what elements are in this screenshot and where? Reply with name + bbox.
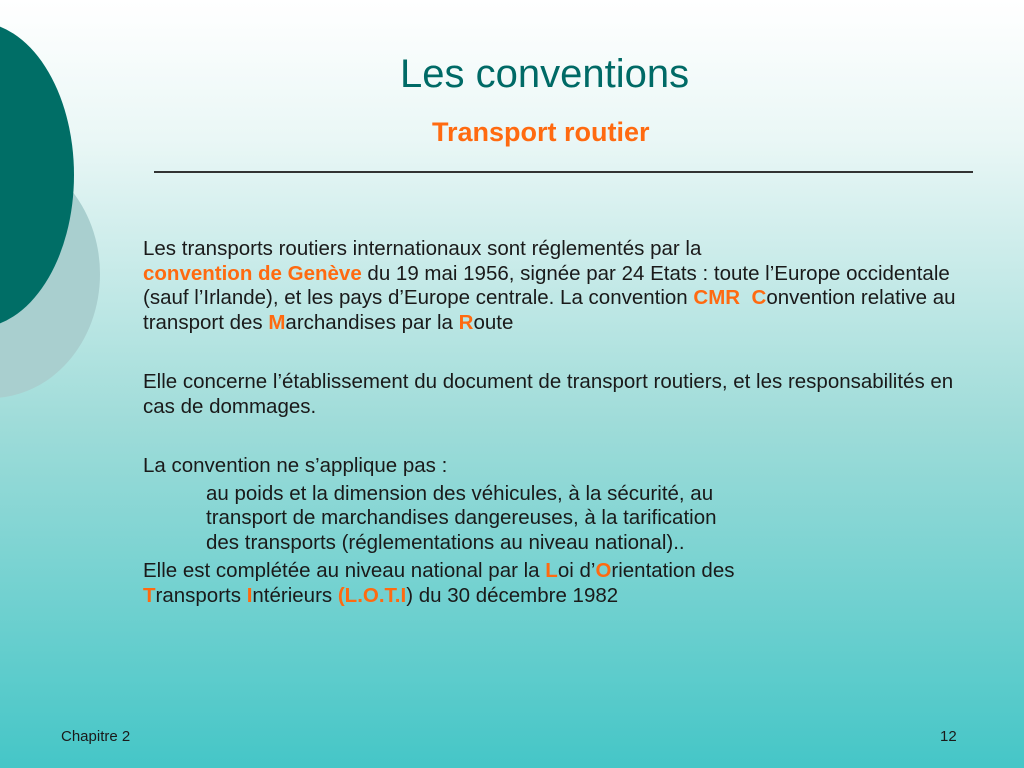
title-divider [154, 171, 973, 173]
paragraph-exclusions-intro: La convention ne s’applique pas : [143, 454, 448, 477]
exclusion-line: des transports (réglementations au niveau national).. [206, 530, 685, 554]
paragraph-text: ntérieurs [252, 583, 338, 607]
paragraph-text: oi d’ [557, 559, 596, 582]
paragraph-loti [143, 559, 963, 608]
highlight-convention-geneve: convention de Genève [143, 261, 362, 285]
highlight-letter-r: R [458, 310, 474, 334]
paragraph-text: du 19 mai 1956, signée par 24 Etats : toute l’Europe occidentale (sauf l’Irlande), et les pays d’Europe centrale. La convention [143, 261, 950, 309]
exclusion-line: transport de marchandises dangereuses, à la tarification [206, 506, 717, 529]
paragraph-text: archandises par la [285, 310, 459, 334]
highlight-letter-c: C [751, 286, 767, 309]
slide-body [143, 237, 963, 608]
paragraph-responsabilites: Elle concerne l’établissement du document de transport routiers, et les responsabilités en cas de dommages. [143, 370, 954, 418]
paragraph-text: ) du 30 décembre 1982 [406, 583, 619, 607]
paragraph-text [740, 286, 751, 309]
footer-chapter: Chapitre 2 [61, 728, 131, 745]
exclusion-line: au poids et la dimension des véhicules, à la sécurité, au [206, 481, 714, 505]
highlight-letter-l: L [545, 559, 558, 582]
page-number: 12 [940, 728, 957, 745]
paragraph-text: Les transports routiers internationaux sont réglementés par la [143, 237, 702, 260]
slide-subtitle: Transport routier [432, 117, 650, 147]
paragraph-text: oute [473, 310, 514, 334]
highlight-loti: (L.O.T.I [337, 583, 407, 607]
highlight-letter-m: M [268, 310, 286, 334]
paragraph-text: Elle est complétée au niveau national par la [143, 559, 546, 582]
paragraph-cmr [143, 237, 963, 335]
paragraph-text: onvention relative au transport des [143, 286, 956, 334]
highlight-letter-i: I [246, 583, 253, 607]
paragraph-text: ransports [155, 583, 247, 607]
slide-title: Les conventions [400, 52, 690, 96]
highlight-letter-o: O [595, 559, 612, 582]
highlight-cmr: CMR [693, 286, 741, 309]
paragraph-exclusions-list [143, 482, 963, 556]
paragraph-text: rientation des [611, 559, 735, 582]
highlight-letter-t: T [143, 583, 156, 607]
